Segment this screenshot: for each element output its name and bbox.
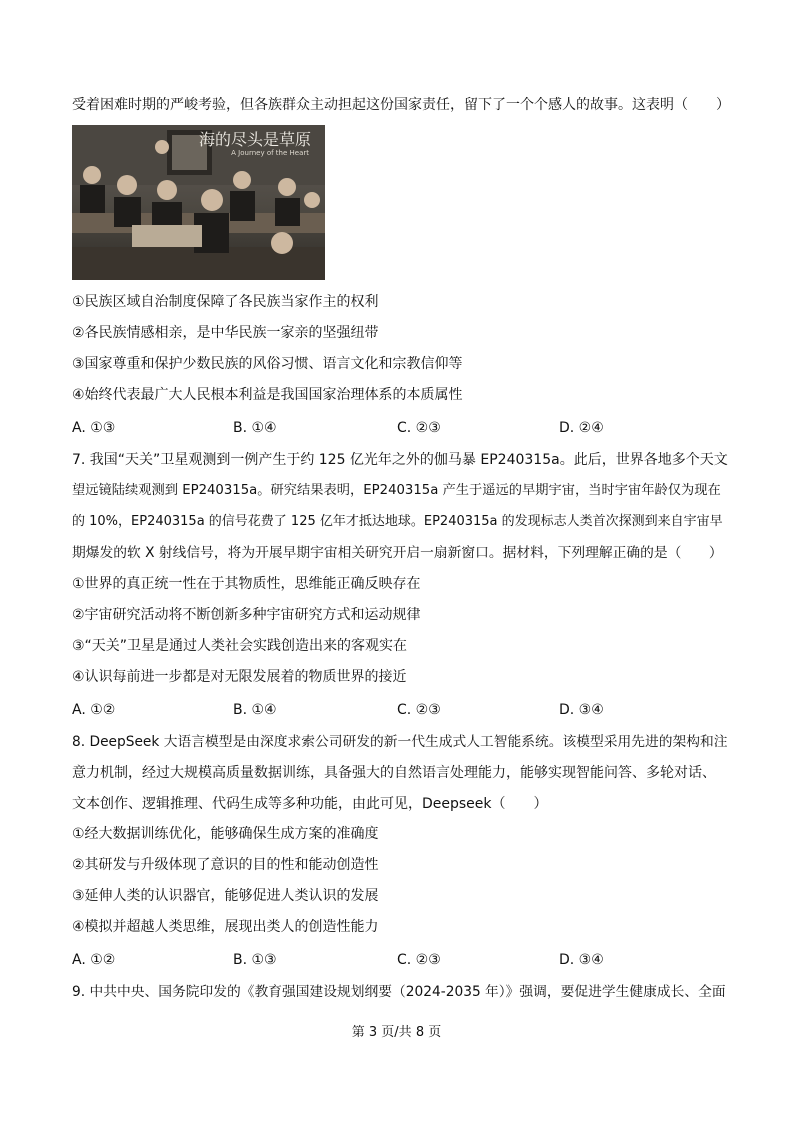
q8-statement: ④模拟并超越人类思维，展现出类人的创造性能力 bbox=[72, 919, 379, 935]
q9-stem-line: 9. 中共中央、国务院印发的《教育强国建设规划纲要（2024-2035 年）》强调，要促进学生健康成长、全面 bbox=[72, 984, 726, 1000]
q7-stem-line: 期爆发的软 X 射线信号，将为开展早期宇宙相关研究开启一扇新窗口。据材料，下列理解正确的是（ ） bbox=[72, 545, 723, 561]
q6-option-a[interactable]: A. ①③ bbox=[72, 420, 116, 436]
q8-stem-line: 文本创作、逻辑推理、代码生成等多种功能，由此可见，Deepseek（ ） bbox=[72, 796, 548, 812]
q8-option-c[interactable]: C. ②③ bbox=[397, 952, 441, 968]
page-number: 第 3 页/共 8 页 bbox=[351, 1025, 442, 1040]
q7-option-b[interactable]: B. ①④ bbox=[233, 702, 277, 718]
q7-statement: ②宇宙研究活动将不断创新多种宇宙研究方式和运动规律 bbox=[72, 607, 421, 623]
q6-statement: ②各民族情感相亲，是中华民族一家亲的坚强纽带 bbox=[72, 325, 379, 341]
q8-stem-line: 意力机制，经过大规模高质量数据训练，具备强大的自然语言处理能力，能够实现智能问答、多轮对话、 bbox=[72, 765, 716, 781]
q6-option-d[interactable]: D. ②④ bbox=[559, 420, 604, 436]
q7-stem-line: 7. 我国“天关”卫星观测到一例产生于约 125 亿光年之外的伽马暴 EP240315a。此后，世界各地多个天文 bbox=[72, 452, 728, 468]
q7-statement: ④认识每前进一步都是对无限发展着的物质世界的接近 bbox=[72, 669, 407, 685]
q6-statement: ①民族区域自治制度保障了各民族当家作主的权利 bbox=[72, 294, 379, 310]
q8-option-a[interactable]: A. ①② bbox=[72, 952, 116, 968]
q8-statement: ③延伸人类的认识器官，能够促进人类认识的发展 bbox=[72, 888, 379, 904]
q7-statement: ①世界的真正统一性在于其物质性，思维能正确反映存在 bbox=[72, 576, 421, 592]
q8-statement: ①经大数据训练优化，能够确保生成方案的准确度 bbox=[72, 826, 379, 842]
q8-option-b[interactable]: B. ①③ bbox=[233, 952, 277, 968]
classroom-photo bbox=[72, 125, 325, 280]
q7-options bbox=[72, 700, 732, 720]
q8-statement: ②其研发与升级体现了意识的目的性和能动创造性 bbox=[72, 857, 379, 873]
q6-option-b[interactable]: B. ①④ bbox=[233, 420, 277, 436]
q7-option-c[interactable]: C. ②③ bbox=[397, 702, 441, 718]
q6-option-c[interactable]: C. ②③ bbox=[397, 420, 441, 436]
q8-options bbox=[72, 950, 732, 970]
q7-stem-line: 望远镜陆续观测到 EP240315a。研究结果表明，EP240315a 产生于遥远的早期宇宙，当时宇宙年龄仅为现在 bbox=[72, 483, 721, 498]
q6-stem-tail: 受着困难时期的严峻考验，但各族群众主动担起这份国家责任，留下了一个个感人的故事。这表明（ ） bbox=[72, 97, 730, 113]
q8-stem-line: 8. DeepSeek 大语言模型是由深度求索公司研发的新一代生成式人工智能系统。该模型采用先进的架构和注 bbox=[72, 734, 728, 750]
q7-option-d[interactable]: D. ③④ bbox=[559, 702, 604, 718]
q6-options bbox=[72, 418, 732, 438]
q6-statement: ④始终代表最广大人民根本利益是我国国家治理体系的本质属性 bbox=[72, 387, 463, 403]
photo-subtitle: A Journey of the Heart bbox=[231, 149, 309, 157]
q7-statement: ③“天关”卫星是通过人类社会实践创造出来的客观实在 bbox=[72, 638, 408, 654]
q8-option-d[interactable]: D. ③④ bbox=[559, 952, 604, 968]
q6-statement: ③国家尊重和保护少数民族的风俗习惯、语言文化和宗教信仰等 bbox=[72, 356, 463, 372]
q7-stem-line: 的 10%，EP240315a 的信号花费了 125 亿年才抵达地球。EP240315a 的发现标志人类首次探测到来自宇宙早 bbox=[72, 514, 723, 529]
photo-title: 海的尽头是草原 bbox=[198, 130, 311, 149]
q7-option-a[interactable]: A. ①② bbox=[72, 702, 116, 718]
